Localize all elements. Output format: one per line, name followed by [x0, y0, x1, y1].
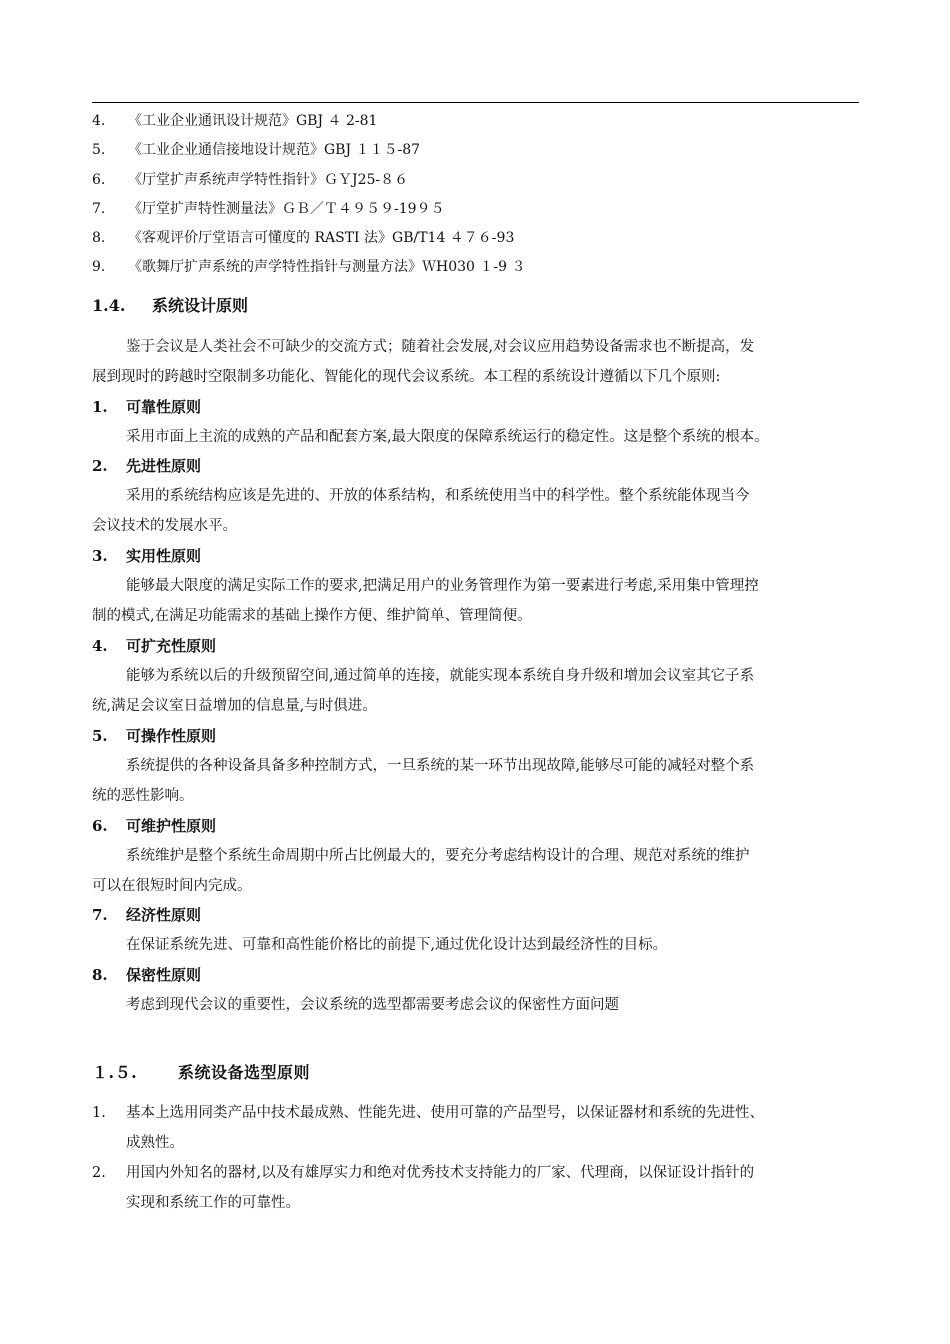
reference-item — [92, 170, 408, 190]
item-number: 2. — [92, 1165, 106, 1181]
principle-text: 会议技术的发展水平。 — [92, 518, 237, 534]
principle-number: 5. — [92, 727, 108, 745]
section-title: 系统设备选型原则 — [178, 1063, 311, 1082]
principle-title: 可扩充性原则 — [126, 637, 217, 655]
principle-title: 可靠性原则 — [126, 398, 202, 416]
principle-text: 统的恶性影响。 — [92, 788, 194, 804]
principle-number: 1. — [92, 398, 108, 416]
principle-text: 系统维护是整个系统生命周期中所占比例最大的，要充分考虑结构设计的合理、规范对系统的维护 — [126, 848, 750, 864]
principle-heading — [92, 965, 201, 985]
section-number: １.５. — [92, 1063, 138, 1082]
reference-item — [92, 257, 525, 277]
intro-paragraph-line: 展到现时的跨越时空限制多功能化、智能化的现代会议系统。本工程的系统设计遵循以下几个原则: — [92, 369, 721, 385]
principle-heading — [92, 905, 201, 925]
item-text: 用国内外知名的器材,以及有雄厚实力和绝对优秀技术支持能力的厂家、代理商，以保证设计指针的 — [126, 1165, 755, 1181]
reference-item — [92, 228, 514, 248]
principle-heading — [92, 816, 216, 836]
item-text-continued: 成熟性。 — [126, 1135, 184, 1151]
reference-text: 《厅堂扩声特性测量法》ＧＢ／Ｔ４９５９-19９５ — [128, 201, 445, 217]
principle-title: 可操作性原则 — [126, 727, 217, 745]
principle-text: 能够最大限度的满足实际工作的要求,把满足用户的业务管理作为第一要素进行考虑,采用集中管理控 — [126, 578, 759, 594]
principle-text: 系统提供的各种设备具备多种控制方式，一旦系统的某一环节出现故障,能够尽可能的减轻对整个系 — [126, 758, 755, 774]
principle-text: 统,满足会议室日益增加的信息量,与时俱进。 — [92, 698, 377, 714]
reference-number: 7. — [92, 201, 106, 217]
item-text-continued: 实现和系统工作的可靠性。 — [126, 1195, 300, 1211]
principle-text: 能够为系统以后的升级预留空间,通过简单的连接，就能实现本系统自身升级和增加会议室其它子系 — [126, 668, 755, 684]
principle-heading — [92, 456, 201, 476]
reference-text: 《客观评价厅堂语言可懂度的 RASTI 法》GB/T14 ４７６-93 — [128, 230, 515, 246]
principle-heading — [92, 636, 216, 656]
principle-title: 先进性原则 — [126, 457, 202, 475]
reference-number: 8. — [92, 230, 106, 246]
principle-text: 在保证系统先进、可靠和高性能价格比的前提下,通过优化设计达到最经济性的目标。 — [126, 937, 668, 953]
principle-number: 3. — [92, 547, 108, 565]
principle-text: 制的模式,在满足功能需求的基础上操作方便、维护简单、管理简便。 — [92, 608, 532, 624]
selection-item — [92, 1163, 754, 1183]
principle-title: 保密性原则 — [126, 966, 202, 984]
principle-number: 7. — [92, 906, 108, 924]
reference-number: 9. — [92, 259, 106, 275]
item-text: 基本上选用同类产品中技术最成熟、性能先进、使用可靠的产品型号，以保证器材和系统的先进性、 — [126, 1105, 764, 1121]
principle-text: 考虑到现代会议的重要性，会议系统的选型都需要考虑会议的保密性方面问题 — [126, 997, 619, 1013]
principle-title: 可维护性原则 — [126, 817, 217, 835]
reference-item — [92, 140, 420, 160]
principle-text: 采用市面上主流的成熟的产品和配套方案,最大限度的保障系统运行的稳定性。这是整个系统的根本。 — [126, 429, 769, 445]
principle-title: 经济性原则 — [126, 906, 202, 924]
item-number: 1. — [92, 1105, 106, 1121]
header-rule — [92, 102, 859, 103]
reference-text: 《厅堂扩声系统声学特性指针》ＧＹJ25-８６ — [128, 172, 409, 188]
principle-number: 4. — [92, 637, 108, 655]
principle-title: 实用性原则 — [126, 547, 202, 565]
reference-item — [92, 199, 445, 219]
section-heading-1-4 — [92, 296, 248, 316]
section-number: 1.4. — [92, 296, 126, 315]
principle-heading — [92, 546, 201, 566]
reference-number: 4. — [92, 113, 106, 129]
reference-number: 6. — [92, 172, 106, 188]
principle-text: 采用的系统结构应该是先进的、开放的体系结构，和系统使用当中的科学性。整个系统能体现当今 — [126, 488, 750, 504]
intro-paragraph-line: 鉴于会议是人类社会不可缺少的交流方式；随着社会发展,对会议应用趋势设备需求也不断提高，发 — [126, 339, 755, 355]
reference-item — [92, 111, 377, 131]
principle-heading — [92, 726, 216, 746]
principle-heading — [92, 397, 201, 417]
principle-number: 8. — [92, 966, 108, 984]
principle-number: 6. — [92, 817, 108, 835]
reference-text: 《工业企业通信接地设计规范》GBJ １１５-87 — [128, 142, 421, 158]
section-heading-1-5 — [92, 1063, 310, 1083]
section-title: 系统设计原则 — [152, 296, 249, 315]
reference-text: 《工业企业通讯设计规范》GBJ ４ 2-81 — [128, 113, 378, 129]
principle-text: 可以在很短时间内完成。 — [92, 878, 252, 894]
principle-number: 2. — [92, 457, 108, 475]
reference-number: 5. — [92, 142, 106, 158]
selection-item — [92, 1103, 764, 1123]
reference-text: 《歌舞厅扩声系统的声学特性指针与测量方法》ＷH030 １-9 ３ — [128, 259, 526, 275]
